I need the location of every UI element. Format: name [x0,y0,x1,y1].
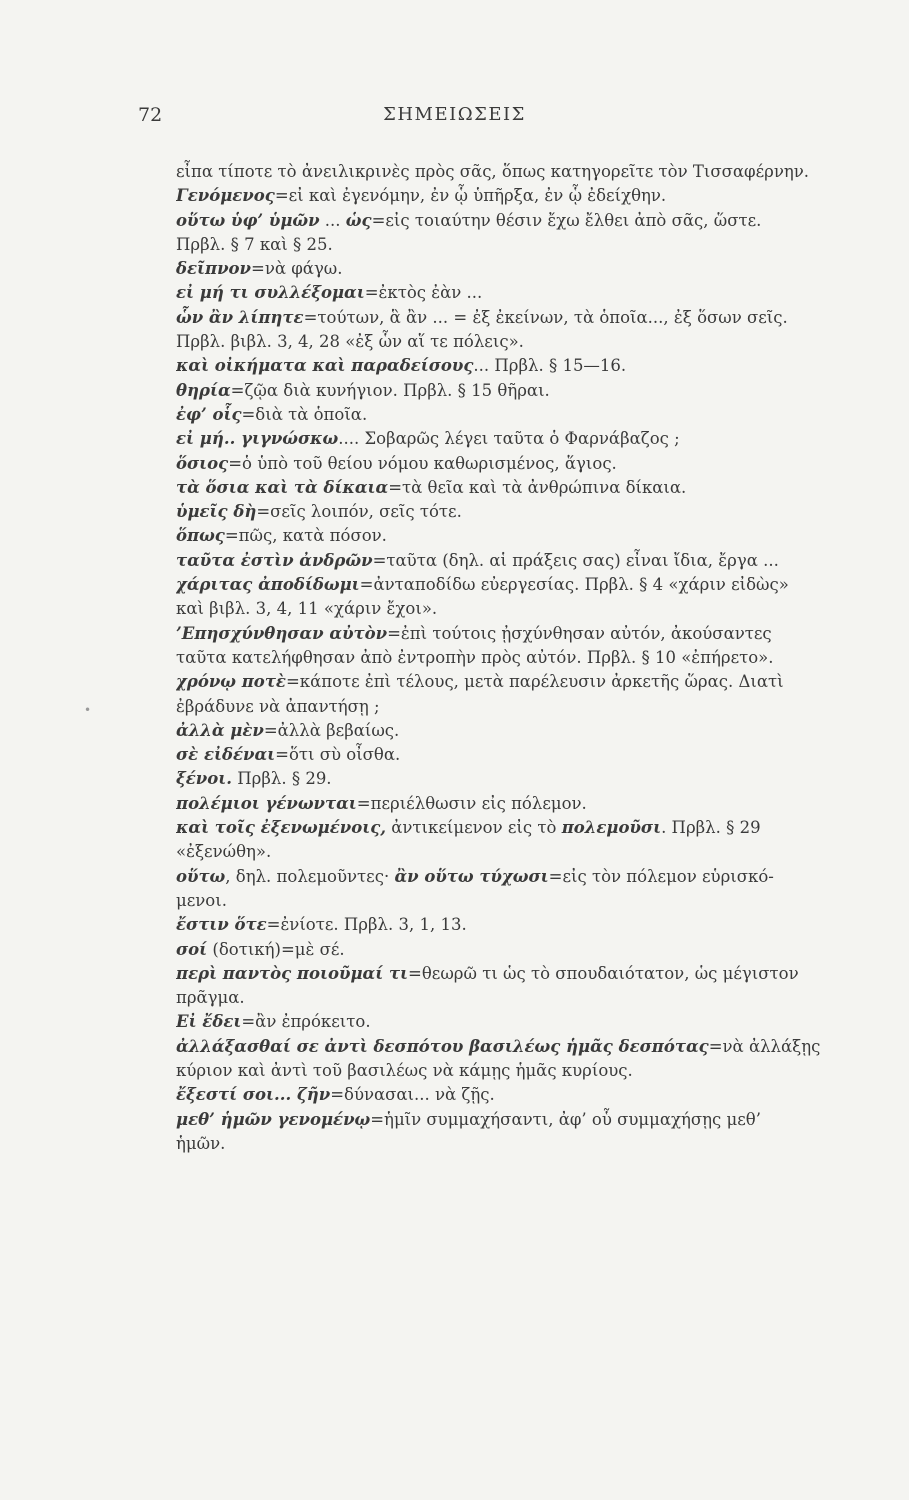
note-line [176,743,878,767]
gloss-text: =ζῷα διὰ κυνήγιον. Πρβλ. § 15 θῆραι. [230,380,550,400]
note-line [176,597,878,621]
note-line [176,1132,878,1156]
gloss-text: =εἰ καὶ ἐγενόμην, ἐν ᾧ ὑπῆρξα, ἐν ᾧ ἐδείχθην. [274,186,667,206]
gloss-text: =ἐκτὸς ἐὰν ... [364,283,483,303]
lemma-text: χρόνῳ ποτὲ [176,672,286,692]
gloss-text: ταῦτα κατελήφθησαν ἀπὸ ἐντροπὴν πρὸς αὐτόν. Πρβλ. § 10 «ἐπήρετο». [176,647,774,667]
note-line [176,622,878,646]
note-line [176,865,878,889]
note-line [176,379,878,403]
lemma-text: καὶ οἰκήματα καὶ παραδείσους [176,356,474,376]
lemma-text: ἔστιν ὅτε [176,915,267,935]
note-line [176,938,878,962]
note-line [176,1083,878,1107]
gloss-text: =δύνασαι... νὰ ζῇς. [330,1085,495,1105]
gloss-text: =ταῦτα (δηλ. αἱ πράξεις σας) εἶναι ἴδια, ἔργα ... [372,550,779,570]
gloss-text: =ἐπὶ τούτοις ᾐσχύνθησαν αὐτόν, ἀκούσαντες [387,623,772,643]
lemma-text: ’Επησχύνθησαν αὐτὸν [176,623,388,643]
note-line [176,573,878,597]
lemma-text: περὶ παντὸς ποιοῦμαί τι [176,963,409,983]
gloss-text: πρᾶγμα. [176,988,245,1008]
gloss-text: εἶπα τίποτε τὸ ἀνειλικρινὲς πρὸς σᾶς, ὅπως κατηγορεῖτε τὸν Τισσαφέρνην. [176,162,810,181]
gloss-text: =ἐνίοτε. Πρβλ. 3, 1, 13. [266,915,467,935]
note-line [176,1108,878,1132]
lemma-text: ταῦτα ἐστὶν ἀνδρῶν [176,550,373,570]
notes-body [176,160,878,1156]
lemma-text: ἔξεστί σοι... ζῆν [176,1085,331,1105]
note-line [176,1035,878,1059]
gloss-text: Πρβλ. § 7 καὶ § 25. [176,234,333,254]
lemma-text: οὕτω [176,866,226,886]
gloss-text: , δηλ. πολεμοῦντες· [225,866,395,886]
note-line [176,670,878,694]
gloss-text: =νὰ φάγω. [251,259,343,279]
note-line [176,816,878,840]
note-line [176,719,878,743]
gloss-text: =ἡμῖν συμμαχήσαντι, ἀφ’ οὗ συμμαχήσῃς μεθ’ [370,1109,761,1129]
gloss-text: =θεωρῶ τι ὡς τὸ σπουδαιότατον, ὡς μέγιστον [408,963,799,983]
lemma-text: χάριτας ἀποδίδωμι [176,575,360,595]
stray-mark: • [84,703,92,717]
gloss-text: Πρβλ. βιβλ. 3, 4, 28 «ἐξ ὧν αἵ τε πόλεις». [176,332,524,352]
note-line [176,962,878,986]
lemma-text: καὶ τοῖς ἐξενωμένοις, [176,818,387,838]
gloss-text: =σεῖς λοιπόν, σεῖς τότε. [256,502,462,522]
running-title: ΣΗΜΕΙΩΣΕΙΣ [383,104,526,125]
lemma-text: Γενόμενος [176,186,275,206]
gloss-text: =ὁ ὑπὸ τοῦ θείου νόμου καθωρισμένος, ἅγιος. [228,453,617,473]
note-line [176,549,878,573]
note-line [176,767,878,791]
lemma-text: μεθ’ ἡμῶν γενομένῳ [176,1109,371,1129]
lemma-text: ὡς [345,210,372,230]
note-line [176,500,878,524]
note-line [176,792,878,816]
lemma-text: ἀλλάξασθαί σε ἀντὶ δεσπότου βασιλέως ἡμᾶς δεσπότας [176,1036,709,1056]
note-line [176,840,878,864]
note-line [176,209,878,233]
gloss-text: ... [319,210,346,230]
lemma-text: ἂν οὕτω τύχωσι [394,866,549,886]
gloss-text: =νὰ ἀλλάξῃς [708,1036,821,1056]
note-line [176,160,878,184]
gloss-text: ἀντικείμενον εἰς τὸ [386,818,562,838]
gloss-text: κύριον καὶ ἀντὶ τοῦ βασιλέως νὰ κάμῃς ἡμᾶς κυρίους. [176,1060,633,1080]
note-line [176,427,878,451]
lemma-text: δεῖπνον [176,259,251,279]
note-line [176,306,878,330]
gloss-text: =διὰ τὰ ὁποῖα. [241,404,368,424]
lemma-text: σοί [176,939,208,959]
lemma-text: τὰ ὅσια καὶ τὰ δίκαια [176,477,389,497]
note-line [176,281,878,305]
note-line [176,354,878,378]
gloss-text: =εἰς τοιαύτην θέσιν ἔχω ἔλθει ἀπὸ σᾶς, ὥστε. [371,210,762,230]
note-line [176,1010,878,1034]
lemma-text: ὅπως [176,526,225,546]
lemma-text: οὕτω ὑφ’ ὑμῶν [176,210,320,230]
lemma-text: πολέμιοι γένωνται [176,793,357,813]
lemma-text: θηρία [176,380,231,400]
gloss-text: =ἀνταποδίδω εὐεργεσίας. Πρβλ. § 4 «χάριν εἰδὼς» [359,575,789,595]
gloss-text: Πρβλ. § 29. [232,769,332,789]
gloss-text: ἡμῶν. [176,1133,226,1153]
note-line [176,452,878,476]
note-line [176,889,878,913]
gloss-text: «ἐξενώθη». [176,842,272,862]
gloss-text: ... Πρβλ. § 15—16. [473,356,627,376]
lemma-text: ἀλλὰ μὲν [176,720,264,740]
gloss-text: =ὅτι σὺ οἶσθα. [275,745,401,765]
lemma-text: εἰ μή τι συλλέξομαι [176,283,365,303]
gloss-text: καὶ βιβλ. 3, 4, 11 «χάριν ἔχοι». [176,599,438,619]
lemma-text: πολεμοῦσι [561,818,662,838]
note-line [176,403,878,427]
note-line [176,257,878,281]
gloss-text: .... Σοβαρῶς λέγει ταῦτα ὁ Φαρνάβαζος ; [338,429,680,449]
note-line [176,913,878,937]
page-number: 72 [138,104,163,126]
note-line [176,476,878,500]
gloss-text: μενοι. [176,890,227,910]
note-line [176,1059,878,1083]
lemma-text: ὅσιος [176,453,229,473]
note-line [176,695,878,719]
lemma-text: ξένοι. [176,769,232,789]
gloss-text: =εἰς τὸν πόλεμον εὑρισκό- [548,866,774,886]
lemma-text: ἐφ’ οἷς [176,404,242,424]
lemma-text: ὑμεῖς δὴ [176,502,257,522]
gloss-text: =τὰ θεῖα καὶ τὰ ἀνθρώπινα δίκαια. [388,477,687,497]
gloss-text: =ἀλλὰ βεβαίως. [263,720,400,740]
note-line [176,646,878,670]
gloss-text: =περιέλθωσιν εἰς πόλεμον. [356,793,587,813]
page-header [0,104,909,134]
lemma-text: ὧν ἂν λίπητε [176,307,304,327]
gloss-text: =πῶς, κατὰ πόσον. [224,526,387,546]
note-line [176,233,878,257]
lemma-text: Εἰ ἔδει [176,1012,242,1032]
gloss-text: =τούτων, ἃ ἂν ... = ἐξ ἐκείνων, τὰ ὁποῖα..., ἐξ ὅσων σεῖς. [303,307,788,327]
note-line [176,184,878,208]
lemma-text: σὲ εἰδέναι [176,745,276,765]
note-line [176,986,878,1010]
gloss-text: . Πρβλ. § 29 [661,818,761,838]
gloss-text: (δοτική)=μὲ σέ. [207,939,345,959]
note-line [176,524,878,548]
gloss-text: =ἂν ἐπρόκειτο. [241,1012,371,1032]
lemma-text: εἰ μή.. γιγνώσκω [176,429,339,449]
note-line [176,330,878,354]
gloss-text: ἐβράδυνε νὰ ἀπαντήσῃ ; [176,696,380,716]
gloss-text: =κάποτε ἐπὶ τέλους, μετὰ παρέλευσιν ἀρκετῆς ὥρας. Διατὶ [285,672,784,692]
